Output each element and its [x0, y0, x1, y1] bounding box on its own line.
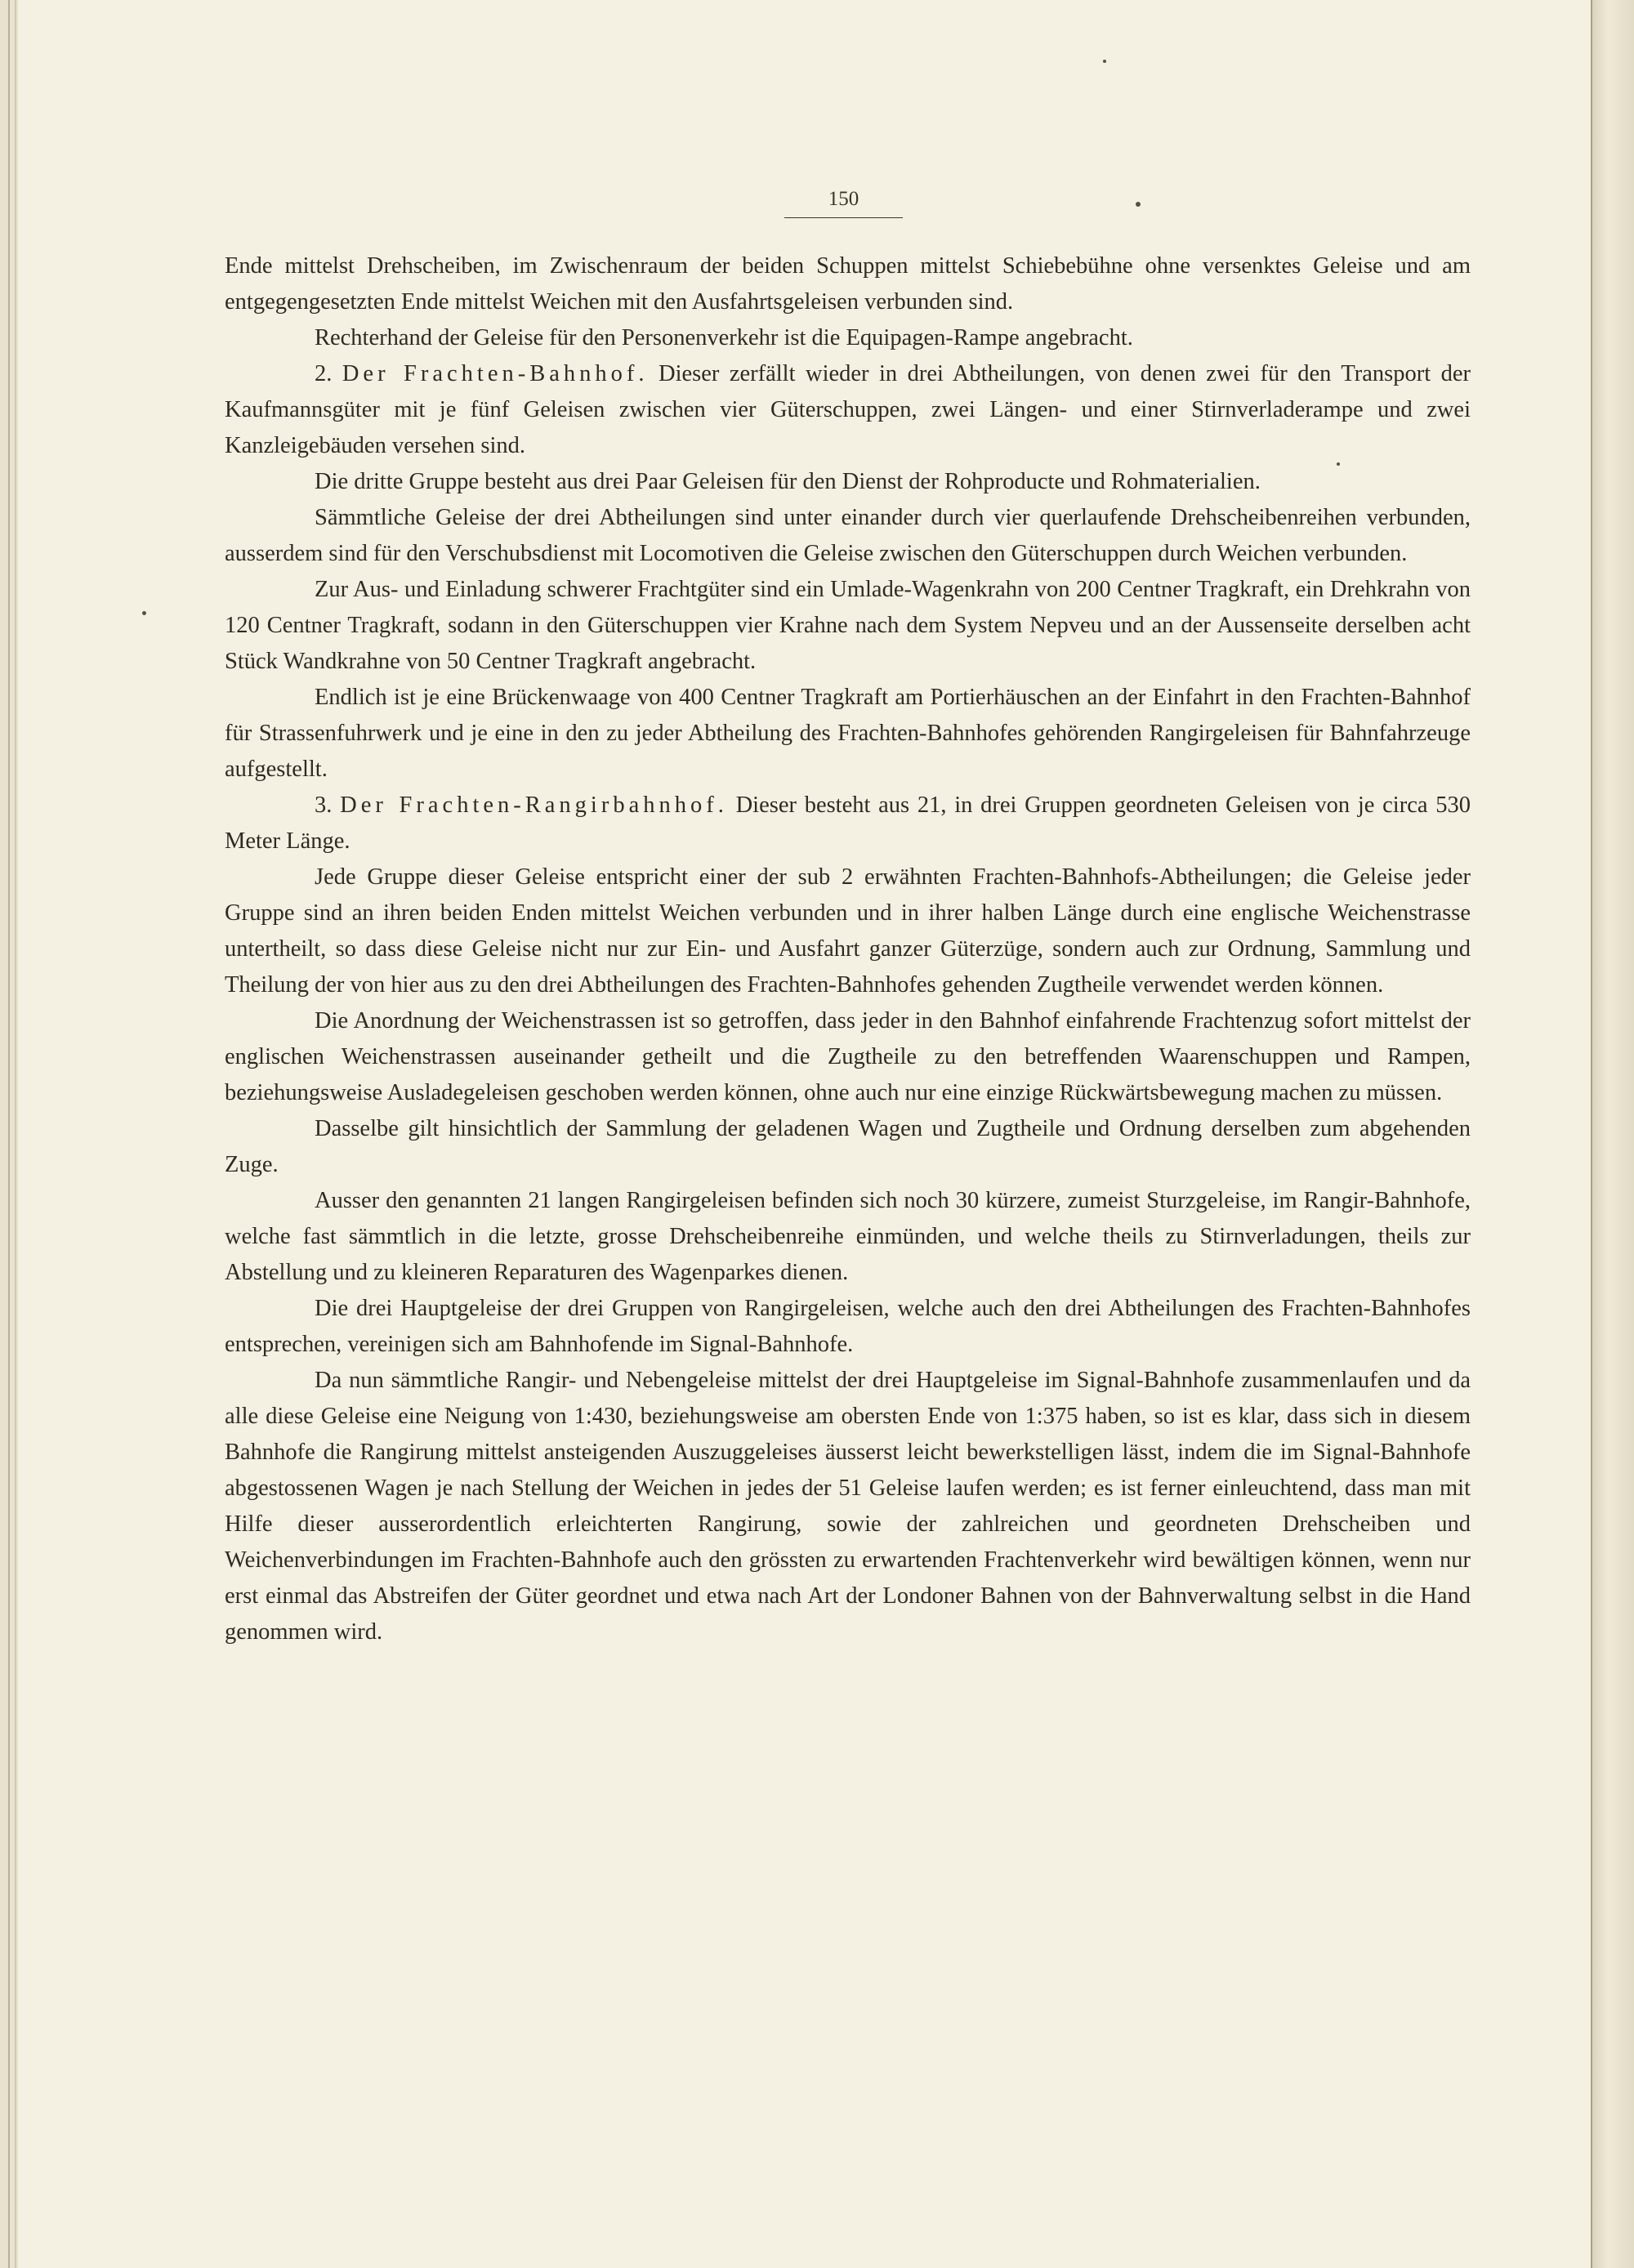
- paragraph: Jede Gruppe dieser Geleise entspricht einer der sub 2 erwähnten Frachten-Bahnhofs-Abtheilungen; die Geleise jeder Gruppe sind an ihren beiden Enden mittelst Weichen verbunden und in ihrer halben Länge durch eine englische Weichenstrasse untertheilt, so dass diese Geleise nicht nur zur Ein- und Ausfahrt ganzer Güterzüge, sondern auch zur Ordnung, Sammlung und Theilung der von hier aus zu den drei Abtheilungen des Frachten-Bahnhofes gehenden Zugtheile verwendet werden können.: [225, 864, 1471, 998]
- body-text: [225, 248, 1471, 1650]
- paragraph: Die drei Hauptgeleise der drei Gruppen von Rangirgeleisen, welche auch den drei Abtheilungen des Frachten-Bahnhofes entsprechen, vereinigen sich am Bahnhofende im Signal-Bahnhofe.: [225, 1296, 1471, 1357]
- ink-speck: [142, 611, 146, 615]
- paragraph: Die Anordnung der Weichenstrassen ist so getroffen, dass jeder in den Bahnhof einfahrende Frachtenzug sofort mittelst der englischen Weichenstrassen auseinander getheilt und die Zugtheile zu den betreffenden Waarenschuppen und Rampen, beziehungsweise Ausladegeleisen geschoben werden können, ohne auch nur eine einzige Rückwärtsbewegung machen zu müssen.: [225, 1008, 1471, 1105]
- section-paragraph: [225, 356, 1471, 464]
- paragraph: Endlich ist je eine Brückenwaage von 400 Centner Tragkraft am Portierhäuschen an der Einfahrt in den Frachten-Bahnhof für Strassenfuhrwerk und je eine in den zu jeder Abtheilung des Frachten-Bahnhofes gehörenden Rangirgeleisen für Bahnfahrzeuge aufgestellt.: [225, 685, 1471, 782]
- section-text: Dieser besteht aus 21, in drei Gruppen geordneten Geleisen von je circa 530 Meter Länge.: [225, 792, 1471, 854]
- paragraph: Rechterhand der Geleise für den Personenverkehr ist die Equipagen-Rampe angebracht.: [315, 325, 1133, 350]
- paragraph: Die dritte Gruppe besteht aus drei Paar Geleisen für den Dienst der Rohproducte und Rohmaterialien.: [315, 469, 1261, 494]
- section-number: 3.: [315, 792, 333, 818]
- left-gutter-line-inner: [15, 0, 16, 2268]
- page-number-rule: [784, 217, 903, 218]
- right-page-edge: [1591, 0, 1634, 2268]
- section-number: 2.: [315, 361, 333, 386]
- paragraph: Sämmtliche Geleise der drei Abtheilungen sind unter einander durch vier querlaufende Drehscheibenreihen verbunden, ausserdem sind für den Verschubsdienst mit Locomotiven die Geleise zwischen den Güterschuppen durch Weichen verbunden.: [225, 505, 1471, 566]
- section-heading: Der Frachten-Rangirbahnhof.: [340, 792, 728, 818]
- paragraph: Da nun sämmtliche Rangir- und Nebengeleise mittelst der drei Hauptgeleise im Signal-Bahnhofe zusammenlaufen und da alle diese Geleise eine Neigung von 1:430, beziehungsweise am obersten Ende von 1:375 haben, so ist es klar, dass sich in diesem Bahnhofe die Rangirung mittelst ansteigenden Auszuggeleises äusserst leicht bewerkstelligen lässt, indem die im Signal-Bahnhofe abgestossenen Wagen je nach Stellung der Weichen in jedes der 51 Geleise laufen werden; es ist ferner einleuchtend, dass man mit Hilfe dieser ausserordentlich erleichterten Rangirung, sowie der zahlreichen und geordneten Drehscheiben und Weichenverbindungen im Frachten-Bahnhofe auch den grössten zu erwartenden Frachtenverkehr wird bewältigen können, wenn nur erst einmal das Abstreifen der Güter geordnet und etwa nach Art der Londoner Bahnen von der Bahnverwaltung selbst in die Hand genommen wird.: [225, 1368, 1471, 1645]
- paragraph: Ende mittelst Drehscheiben, im Zwischenraum der beiden Schuppen mittelst Schiebebühne ohne versenktes Geleise und am entgegengesetzten Ende mittelst Weichen mit den Ausfahrtsgeleisen verbunden sind.: [225, 253, 1471, 315]
- section-paragraph: [225, 788, 1471, 859]
- paragraph: Ausser den genannten 21 langen Rangirgeleisen befinden sich noch 30 kürzere, zumeist Sturzgeleise, im Rangir-Bahnhofe, welche fast sämmtlich in die letzte, grosse Drehscheibenreihe einmünden, und welche theils zu Stirnverladungen, theils zur Abstellung und zu kleineren Reparaturen des Wagenparkes dienen.: [225, 1188, 1471, 1285]
- right-edge-line: [1591, 0, 1592, 2268]
- ink-speck: [1136, 202, 1141, 207]
- ink-speck: [1103, 60, 1106, 63]
- left-gutter-line: [8, 0, 10, 2268]
- page-number: 150: [828, 188, 859, 210]
- paragraph: Dasselbe gilt hinsichtlich der Sammlung der geladenen Wagen und Zugtheile und Ordnung derselben zum abgehenden Zuge.: [225, 1116, 1471, 1177]
- section-text: Dieser zerfällt wieder in drei Abtheilungen, von denen zwei für den Transport der Kaufmannsgüter mit je fünf Geleisen zwischen vier Güterschuppen, zwei Längen- und einer Stirnverladerampe und zwei Kanzleigebäuden versehen sind.: [225, 361, 1471, 458]
- section-heading: Der Frachten-Bahnhof.: [342, 361, 649, 386]
- paragraph: Zur Aus- und Einladung schwerer Frachtgüter sind ein Umlade-Wagenkrahn von 200 Centner Tragkraft, ein Drehkrahn von 120 Centner Tragkraft, sodann in den Güterschuppen vier Krahne nach dem System Nepveu und an der Aussenseite derselben acht Stück Wandkrahne von 50 Centner Tragkraft angebracht.: [225, 577, 1471, 674]
